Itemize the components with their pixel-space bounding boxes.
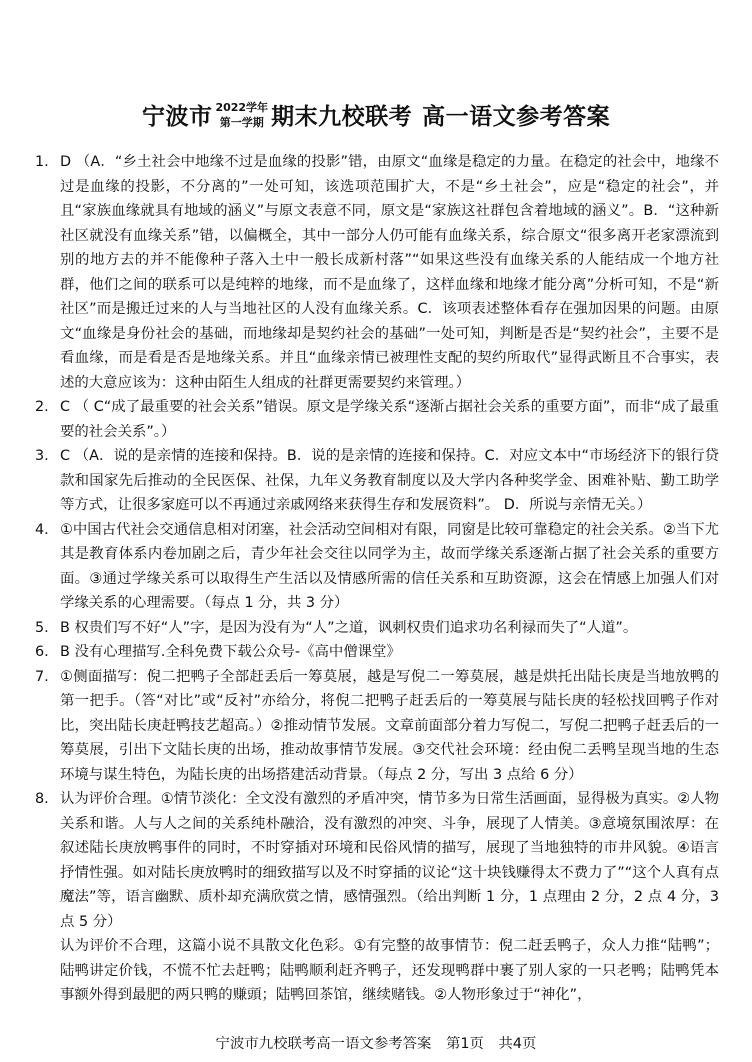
answer-item-7 [35,665,719,788]
header-exam: 期末九校联考 [271,104,413,130]
answer-text: ①侧面描写：倪二把鸭子全部赶丢后一筹莫展，越是写倪二一筹莫展，越是烘托出陆长庚是当地放鸭的第一把手。（答“对比”或“反衬”亦给分，将倪二把鸭子赶丢后的一筹莫展与陆长庚的轻松找回鸭子作对比，突出陆长庚赶鸭技艺超高。）②推动情节发展。文章前面部分着力写倪二，写倪二把鸭子赶丢后的一筹莫展，引出下文陆长庚的出场，推动故事情节发展。③交代社会环境：经由倪二丢鸭呈现当地的生态环境与谋生特色，为陆长庚的出场搭建活动背景。（每点 2 分，写出 3 点给 6 分） [60,668,719,783]
answer-text: 认为评价合理。①情节淡化：全文没有激烈的矛盾冲突，情节多为日常生活画面，显得极为真实。②人物关系和谐。人与人之间的关系纯朴融洽，没有激烈的冲突、斗争，展现了人情美。③意境氛围浓厚：在叙述陆长庚放鸭事件的同时，不时穿插对环境和民俗风情的描写，展现了当地独特的市井风貌。④语言抒情性强。如对陆长庚放鸭时的细致描写以及不时穿插的议论“这十块钱赚得太不费力了”“这个人真有点魔法”等，语言幽默、质朴却充满欣赏之情，感情强烈。（给出判断 1 分，1 点理由 2 分，2 点 4 分，3 点 5 分） [60,791,719,930]
answer-text: ①中国古代社会交通信息相对闭塞，社会活动空间相对有限，同窗是比较可靠稳定的社会关系。②当下尤其是教育体系内卷加剧之后，青少年社会交往以同学为主，故而学缘关系逐渐占据了社会关系的重要方面。③通过学缘关系可以取得生产生活以及情感所需的信任关系和互助资源，这会在情感上加强人们对学缘关系的心理需要。（每点 1 分，共 3 分） [60,521,719,611]
header-year: 2022学年 [215,100,269,114]
answer-text: C （A．说的是亲情的连接和保持。B．说的是亲情的连接和保持。C．对应文本中“市场经济下的银行贷款和国家先后推动的全民医保、社保，九年义务教育制度以及大学内各种奖学金、困难补贴、勤工助学等方式，让很多家庭可以不再通过亲戚网络来获得生存和发展资料”。 D．所说与亲情无关。） [60,448,719,513]
answer-number: 4. [35,521,49,538]
answer-list [35,150,719,1008]
footer-page: 第1页 [446,1036,484,1052]
answer-number: 2. [35,399,49,415]
answer-number: 5. [35,619,49,636]
answer-number: 1. [35,154,49,170]
answer-text: B 权贵们写不好“人”字，是因为没有为“人”之道，讽刺权贵们追求功名利禄而失了“人道”。 [60,619,638,636]
page-footer [0,1032,752,1053]
answer-text: D （A．“乡土社会中地缘不过是血缘的投影”错，由原文“血缘是稳定的力量。在稳定的社会中，地缘不过是血缘的投影，不分离的”一处可知，该选项范围扩大，不是“乡土社会”，应是“稳定的社会”，并且“家族血缘就具有地域的涵义”与原文表意不同，原文是“家族这社群包含着地域的涵义”。B．“这种新社区就没有血缘关系”错，以偏概全，其中一部分人仍可能有血缘关系，综合原文“很多离开老家漂流到别的地方去的并不能像种子落入土中一般长成新村落”“如果这些没有血缘关系的人能结成一个地方社群，他们之间的联系可以是纯粹的地缘，而不是血缘了，这样血缘和地缘才能分离”分析可知，不是“新社区”而是搬迁过来的人与当地社区的人没有血缘关系。C．该项表述整体看存在强加因果的问题。由原文“血缘是身份社会的基础，而地缘却是契约社会的基础”一处可知，判断是否是“契约社会”，主要不是看血缘，而是看是否是地缘关系。并且“血缘亲情已被理性支配的契约所取代”显得武断且不合事实，表述的大意应该为：这种由陌生人组成的社群更需要契约来管理。） [60,154,719,391]
header-semester: 第一学期 [219,115,264,129]
header-term [215,100,268,130]
footer-title: 宁波市九校联考高一语文参考答案 [215,1036,432,1052]
answer-number: 3. [35,448,49,464]
answer-8-alternative: 认为评价不合理，这篇小说不具散文化色彩。①有完整的故事情节：倪二赶丢鸭子，众人力推“陆鸭”；陆鸭讲定价钱，不慌不忙去赶鸭；陆鸭顺利赶齐鸭子，还发现鸭群中裹了别人家的一只老鸭；陆鸭凭本事额外得到最肥的两只鸭的赚頭；陆鸭回茶馆，继续赌钱。②人物形象过于“神化”， [60,938,719,1003]
answer-item-3 [35,444,719,518]
answer-number: 7. [35,668,49,685]
header-title: 高一语文参考答案 [422,104,611,130]
answer-text: B 没有心理描写.全科免费下载公众号-《高中僧课堂》 [60,644,401,660]
answer-item-1 [35,150,719,395]
answer-item-4 [35,518,719,616]
document-header [0,98,752,131]
answer-item-2 [35,395,719,444]
answer-item-5 [35,616,719,641]
answer-number: 6. [35,644,49,660]
footer-total: 共4页 [498,1036,537,1052]
answer-text: C （ C“成了最重要的社会关系”错误。原文是学缘关系“逐渐占据社会关系的重要方面”，而非“成了最重要的社会关系”。） [60,399,719,440]
answer-number: 8. [35,791,49,807]
answer-item-6 [35,640,719,665]
answer-item-8 [35,787,719,934]
header-city: 宁波市 [141,104,213,130]
